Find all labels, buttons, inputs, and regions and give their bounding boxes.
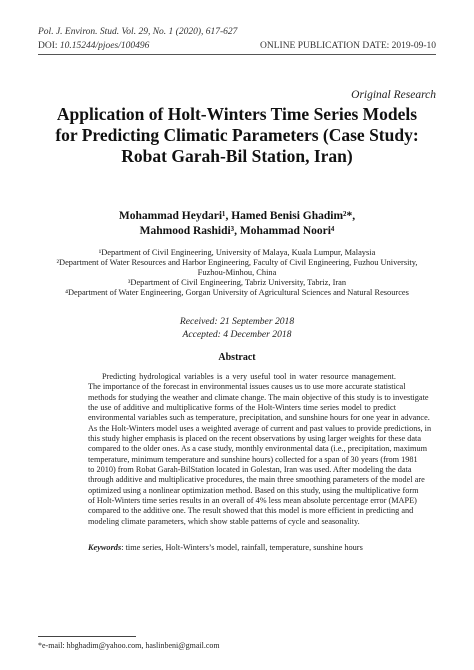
doi: [38, 41, 149, 51]
abstract-heading: Abstract: [218, 352, 256, 363]
abstract-text: [88, 372, 432, 527]
abstract-line: optimized using a nonlinear optimization method. Based on this study, using the multiplicative form: [88, 485, 419, 495]
abstract-line: As the Holt-Winters model uses a weighted average of current and past values to provide predictions, in: [88, 423, 432, 433]
online-publication-date: ONLINE PUBLICATION DATE: 2019-09-10: [260, 41, 436, 51]
footnote-divider: [38, 636, 136, 637]
abstract-line: environmental variables such as temperature, precipitation, and sunshine hours for one year in advance.: [88, 413, 430, 423]
doi-label: DOI:: [38, 41, 58, 51]
corresponding-email: *e-mail: hbghadim@yahoo.com, haslinbeni@gmail.com: [38, 641, 220, 650]
accepted-date: Accepted: 4 December 2018: [182, 329, 292, 340]
section-label: Original Research: [351, 89, 436, 101]
abstract-line: methods for studying the weather and climate change. The main objective of this study is to investigate: [88, 392, 429, 402]
title-line: Robat Garah-Bil Station, Iran): [121, 146, 353, 166]
abstract-line: this study higher emphasis is placed on the recent observations by using larger weights for these data: [88, 434, 421, 444]
title-line: for Predicting Climatic Parameters (Case Study:: [55, 125, 419, 145]
abstract-line: temperature, minimum temperature and sunshine hours) collected for a span of 30 years (from 1981: [88, 454, 418, 464]
affiliations: [38, 248, 436, 298]
abstract-line: The importance of the forecast in environmental issues causes us to use more accurate statistical: [88, 382, 406, 392]
keywords-text: : time series, Holt-Winters’s model, rainfall, temperature, sunshine hours: [121, 543, 363, 552]
paper-title: [38, 104, 436, 167]
author-list: [38, 209, 436, 239]
abstract-line: Predicting hydrological variables is a very useful tool in water resource management.: [102, 372, 396, 381]
affiliation-line: ²Department of Water Resources and Harbor Engineering, Faculty of Civil Engineering, Fuzhou University,: [56, 258, 418, 267]
abstract-line: to 2010) from Robat Garah-BilStation located in Golestan, Iran was used. After modeling the data: [88, 465, 412, 475]
header-divider: [38, 54, 436, 55]
affiliation-line: Fuzhou-Minhou, China: [197, 268, 277, 277]
affiliation-line: ³Department of Civil Engineering, Tabriz University, Tabriz, Iran: [127, 278, 347, 287]
abstract-line: of Holt-Winters time series results in an overall of 4% less mean absolute percentage error (MAPE): [88, 496, 417, 506]
affiliation-line: ⁴Department of Water Engineering, Gorgan University of Agricultural Sciences and Natural Resources: [65, 288, 409, 297]
title-line: Application of Holt-Winters Time Series Models: [56, 104, 418, 124]
abstract-line: modeling climate parameters, which show stable patterns of cycle and seasonality.: [88, 516, 360, 526]
doi-row: [38, 41, 436, 51]
authors-line: Mahmood Rashidi³, Mohammad Noori⁴: [139, 225, 335, 237]
keywords-label: Keywords: [88, 543, 122, 552]
doi-value[interactable]: 10.15244/pjoes/100496: [59, 41, 150, 51]
authors-line: Mohammad Heydari¹, Hamed Benisi Ghadim²*,: [118, 210, 356, 222]
received-date: Received: 21 September 2018: [179, 316, 295, 327]
submission-dates: [38, 315, 436, 341]
abstract-line: compared to the additive one. The result showed that this model is more efficient in predicting and: [88, 506, 414, 516]
abstract-line: through additive and multiplicative procedures, the main three smoothing parameters of the model are: [88, 475, 425, 485]
keywords: [88, 543, 418, 552]
abstract-line: compared to the older ones. As a case study, monthly environmental data (i.e., precipitation, maximum: [88, 444, 427, 454]
abstract-line: the use of additive and multiplicative forms of the Holt-Winters time series model to predict: [88, 403, 396, 413]
affiliation-line: ¹Department of Civil Engineering, University of Malaya, Kuala Lumpur, Malaysia: [98, 248, 376, 257]
journal-citation: Pol. J. Environ. Stud. Vol. 29, No. 1 (2020), 617-627: [38, 27, 238, 37]
